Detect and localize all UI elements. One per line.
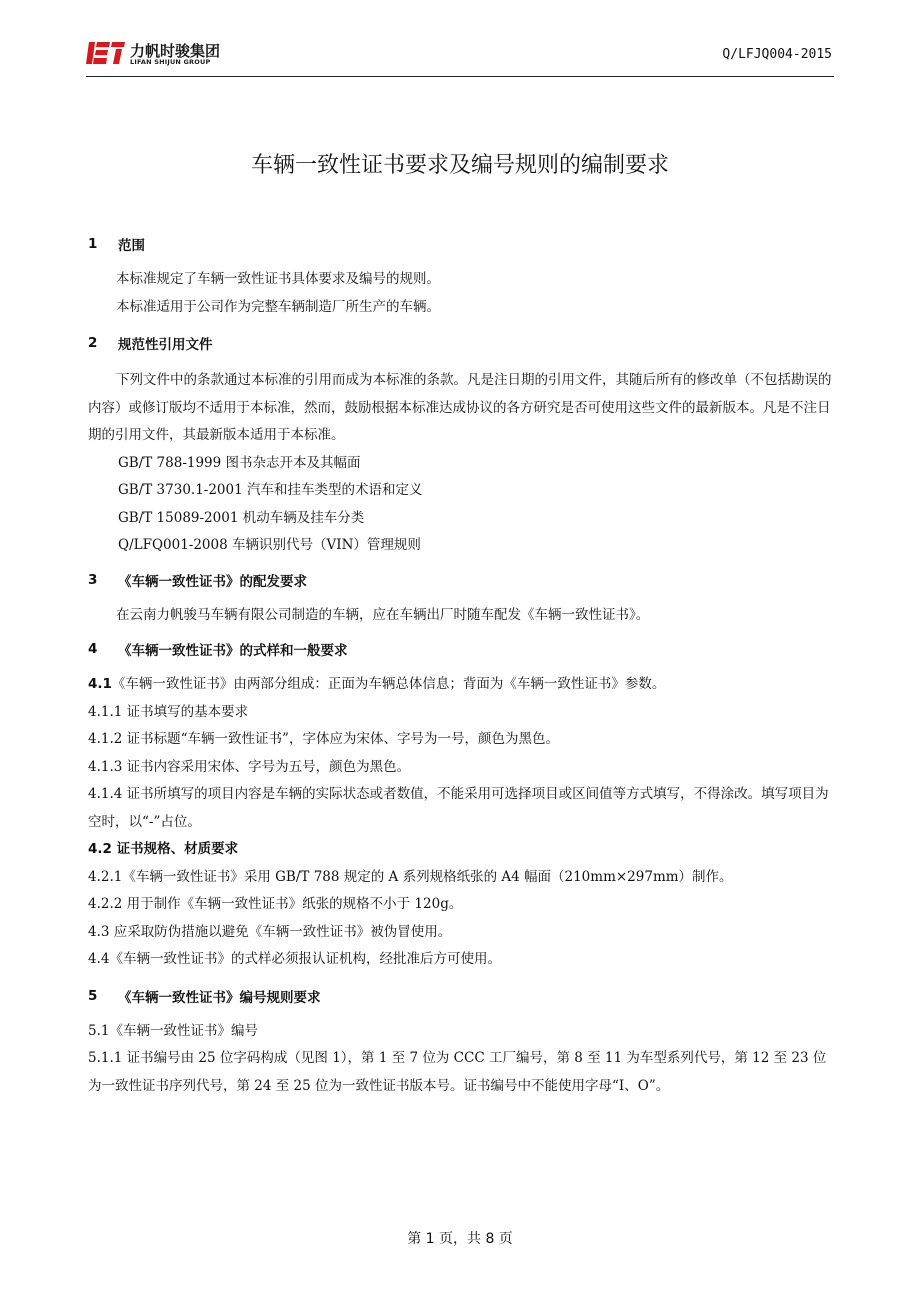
- page-title: 车辆一致性证书要求及编号规则的编制要求: [250, 153, 669, 178]
- clause-5-1: 5.1《车辆一致性证书》编号: [88, 1022, 258, 1039]
- clause-4-3: 4.3 应采取防伪措施以避免《车辆一致性证书》被伪冒使用。: [88, 923, 452, 940]
- section-title: 范围: [118, 238, 145, 254]
- section-title: 《车辆一致性证书》编号规则要求: [118, 989, 321, 1006]
- header-divider: [86, 76, 834, 77]
- clause-5-1-1: 5.1.1 证书编号由 25 位字码构成（见图 1），第 1 至 7 位为 CCC 工厂编号，第 8 至 11 为车型系列代号，第 12 至 23 位为一致性证书序列代号，第 24 至 25 位为一致性证书版本号。证书编号中不能使用字母“I、O”。: [88, 1050, 827, 1094]
- paragraph: 在云南力帆骏马车辆有限公司制造的车辆，应在车辆出厂时随车配发《车辆一致性证书》。: [116, 606, 650, 623]
- clause-4-2-2: 4.2.2 用于制作《车辆一致性证书》纸张的规格不小于 120g。: [88, 896, 463, 912]
- clause-4-2-heading: 4.2 证书规格、材质要求: [88, 841, 239, 857]
- reference-item: Q/LFQ001-2008 车辆识别代号（VIN）管理规则: [118, 537, 421, 553]
- clause-4-4: 4.4《车辆一致性证书》的式样必须报认证机构，经批准后方可使用。: [88, 951, 501, 967]
- clause-4-1-2: 4.1.2 证书标题“车辆一致性证书”，字体应为宋体、字号为一号，颜色为黑色。: [88, 731, 559, 747]
- clause-number: 4.1: [88, 676, 112, 692]
- section-number: 1: [88, 236, 98, 252]
- clause-4-2-1: 4.2.1《车辆一致性证书》采用 GB/T 788 规定的 A 系列规格纸张的 A4 幅面（210mm×297mm）制作。: [88, 868, 733, 885]
- clause-4-1-4: 4.1.4 证书所填写的项目内容是车辆的实际状态或者数值，不能采用可选择项目或区间值等方式填写，不得涂改。填写项目为空时，以“-”占位。: [88, 786, 829, 830]
- section-title: 《车辆一致性证书》的配发要求: [118, 573, 307, 590]
- reference-item: GB/T 15089-2001 机动车辆及挂车分类: [118, 509, 365, 526]
- section-title: 《车辆一致性证书》的式样和一般要求: [118, 643, 348, 659]
- section-title: 规范性引用文件: [118, 337, 213, 353]
- paragraph: 本标准适用于公司作为完整车辆制造厂所生产的车辆。: [116, 298, 440, 315]
- document-body: [88, 232, 832, 1100]
- section-3-heading: [88, 568, 832, 592]
- section-5-heading: [88, 984, 832, 1008]
- company-logo: [86, 40, 246, 72]
- paragraph: 本标准规定了车辆一致性证书具体要求及编号的规则。: [116, 271, 440, 287]
- document-code: Q/LFJQ004-2015: [722, 47, 832, 62]
- section-4-heading: [88, 637, 832, 661]
- reference-item: GB/T 788-1999 图书杂志开本及其幅面: [118, 454, 361, 471]
- section-number: 3: [88, 571, 98, 588]
- lifan-logo-icon: [86, 40, 126, 66]
- clause-4-1-1: 4.1.1 证书填写的基本要求: [88, 703, 249, 720]
- clause-4-1-3: 4.1.3 证书内容采用宋体、字号为五号，颜色为黑色。: [88, 758, 411, 775]
- clause-text: 《车辆一致性证书》由两部分组成：正面为车辆总体信息；背面为《车辆一致性证书》参数。: [111, 676, 666, 692]
- section-number: 4: [88, 641, 98, 657]
- section-2-heading: [88, 331, 832, 355]
- paragraph: 下列文件中的条款通过本标准的引用而成为本标准的条款。凡是注日期的引用文件，其随后所有的修改单（不包括勘误的内容）或修订版均不适用于本标准，然而，鼓励根据本标准达成协议的各方研究是否可使用这些文件的最新版本。凡是不注日期的引用文件，其最新版本适用于本标准。: [88, 372, 832, 443]
- clause-4-1: [88, 671, 832, 699]
- reference-item: GB/T 3730.1-2001 汽车和挂车类型的术语和定义: [118, 482, 423, 498]
- page-footer: 第 1 页，共 8 页: [407, 1231, 513, 1247]
- logo-chinese-name: 力帆时骏集团: [130, 42, 221, 60]
- section-number: 5: [88, 987, 98, 1004]
- section-1-heading: [88, 232, 832, 256]
- logo-english-name: LIFAN SHIJUN GROUP: [130, 58, 211, 66]
- section-number: 2: [88, 335, 98, 351]
